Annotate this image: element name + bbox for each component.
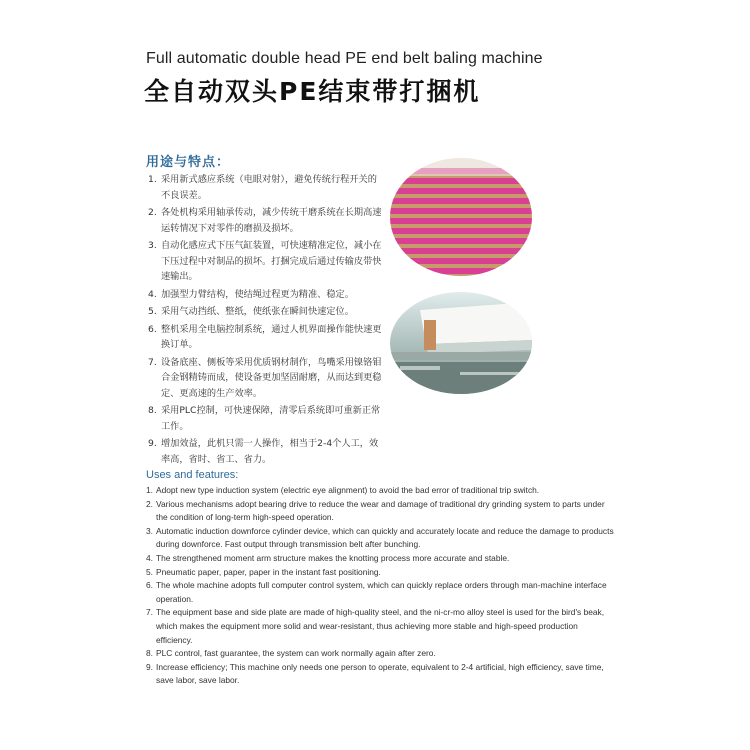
item-number: 7. — [146, 607, 153, 618]
item-number: 1. — [146, 485, 153, 495]
item-text: 采用新式感应系统（电眼对射），避免传统行程开关的不良误差。 — [161, 174, 377, 201]
item-number: 6. — [148, 323, 157, 335]
list-item — [148, 322, 384, 353]
list-item — [148, 403, 384, 434]
item-number: 4. — [148, 288, 157, 300]
item-text: 采用PLC控制，可快速保障，清零后系统即可重新正常工作。 — [161, 405, 381, 432]
item-number: 9. — [148, 438, 157, 449]
item-text: The strengthened moment arm structure makes the knotting process more accurate and stable. — [156, 552, 510, 563]
item-number: 3. — [148, 240, 157, 251]
list-item — [146, 498, 616, 525]
item-number: 4. — [146, 552, 153, 563]
item-text: 设备底座、侧板等采用优质钢材制作，鸟嘴采用镍铬钼合金钢精铸而成，使设备更加坚固耐磨，从而达到更稳定、更高速的生产效率。 — [161, 356, 382, 399]
title-chinese: 全自动双头PE结束带打捆机 — [144, 77, 481, 106]
machine-detail-photo — [390, 292, 532, 394]
feature-list-zh — [148, 172, 384, 469]
item-number: 5. — [146, 566, 153, 577]
item-text: The equipment base and side plate are made of high-quality steel, and the ni-cr-mo alloy steel is used for the bird's beak, which makes the equipment more solid and wear-resistant, thus achieving more stable and high-speed production efficiency. — [156, 607, 605, 645]
item-number: 8. — [146, 648, 153, 659]
list-item — [146, 661, 616, 688]
item-text: Various mechanisms adopt bearing drive to reduce the wear and damage of traditional dry grinding system to parts under the condition of long-term high-speed operation. — [156, 498, 605, 523]
list-item — [146, 525, 616, 552]
list-item — [146, 484, 616, 498]
list-item — [148, 172, 384, 203]
list-item — [146, 579, 616, 606]
item-text: 整机采用全电脑控制系统，通过人机界面操作能快速更换订单。 — [161, 323, 382, 350]
list-item — [148, 355, 384, 402]
item-text: 自动化感应式下压气缸装置，可快速精准定位，减小在下压过程中对制品的损坏。打捆完成后通过传输皮带快速输出。 — [161, 240, 382, 282]
list-item — [148, 436, 384, 467]
list-item — [146, 566, 616, 580]
feature-list-en — [146, 484, 616, 688]
item-text: The whole machine adopts full computer control system, which can quickly replace orders through man-machine interface operation. — [156, 580, 607, 604]
section-heading-zh: 用途与特点： — [146, 155, 231, 170]
item-number: 2. — [146, 498, 153, 509]
item-text: 加强型力臂结构，使结绳过程更为精准、稳定。 — [161, 288, 354, 300]
item-number: 9. — [146, 661, 153, 672]
item-number: 5. — [148, 306, 157, 317]
list-item — [148, 238, 384, 285]
item-text: Adopt new type induction system (electric eye alignment) to avoid the bad error of traditional trip switch. — [156, 485, 540, 495]
item-text: 各处机构采用轴承传动，减少传统干磨系统在长期高速运转情况下对零件的磨损及损坏。 — [161, 207, 382, 234]
item-text: 增加效益，此机只需一人操作，相当于2-4个人工，效率高，省时、省工、省力。 — [161, 438, 379, 465]
list-item — [146, 647, 616, 661]
list-item — [148, 205, 384, 236]
item-text: PLC control, fast guarantee, the system can work normally again after zero. — [156, 648, 436, 659]
item-number: 6. — [146, 580, 153, 591]
item-number: 1. — [148, 174, 157, 185]
item-text: Automatic induction downforce cylinder device, which can quickly and accurately locate and reduce the damage to products during downforce. Fast output through transmission belt after bunching. — [156, 525, 614, 550]
title-english: Full automatic double head PE end belt baling machine — [146, 50, 543, 67]
item-number: 2. — [148, 207, 157, 218]
item-number: 8. — [148, 405, 157, 416]
section-heading-en: Uses and features: — [146, 469, 239, 481]
list-item — [146, 552, 616, 566]
list-item — [148, 304, 384, 320]
stacked-boxes-photo — [390, 158, 532, 276]
list-item — [148, 287, 384, 303]
item-text: 采用气动挡纸、整纸，使纸张在瞬间快速定位。 — [161, 306, 354, 317]
item-text: Pneumatic paper, paper, paper in the instant fast positioning. — [156, 566, 381, 577]
item-number: 7. — [148, 356, 157, 368]
item-text: Increase efficiency; This machine only needs one person to operate, equivalent to 2-4 artificial, high efficiency, save time, save labor, save labor. — [156, 661, 604, 686]
item-number: 3. — [146, 525, 153, 536]
list-item — [146, 606, 616, 647]
